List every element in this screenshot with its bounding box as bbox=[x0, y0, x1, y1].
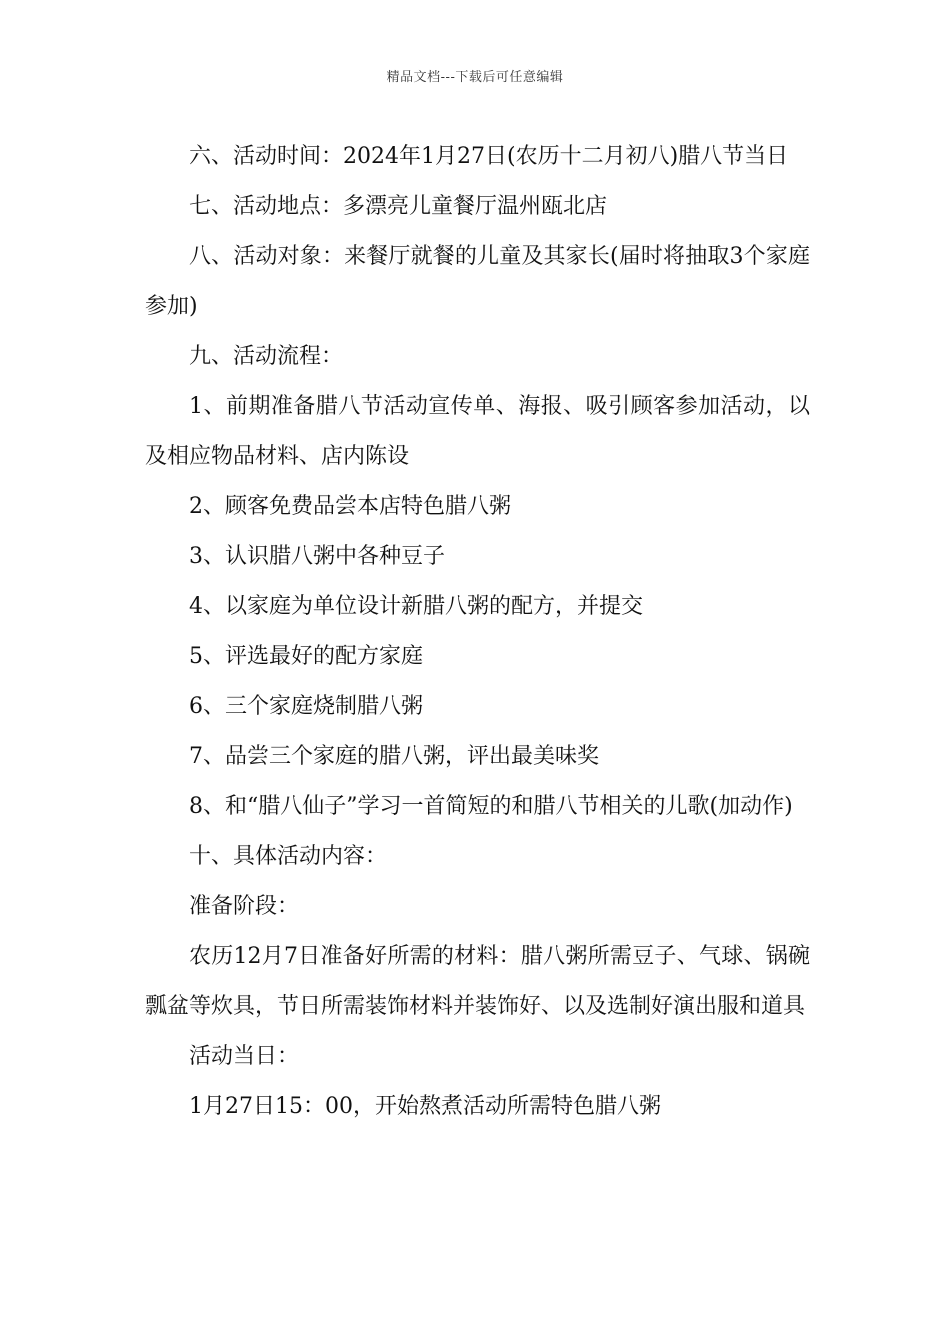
paragraph-activity-target: 八、活动对象：来餐厅就餐的儿童及其家长(届时将抽取3个家庭参加) bbox=[145, 244, 810, 319]
paragraph-activity-time: 六、活动时间：2024年1月27日(农历十二月初八)腊八节当日 bbox=[189, 144, 789, 169]
paragraph-process-step-6: 6、三个家庭烧制腊八粥 bbox=[189, 694, 423, 719]
paragraph-activity-process-heading: 九、活动流程： bbox=[189, 344, 344, 369]
paragraph-content-heading: 十、具体活动内容： bbox=[189, 844, 388, 869]
paragraph-preparation-details: 农历12月7日准备好所需的材料：腊八粥所需豆子、气球、锅碗瓢盆等炊具，节日所需装饰材料并装饰好、以及选制好演出服和道具 bbox=[145, 944, 810, 1019]
paragraph-process-step-1: 1、前期准备腊八节活动宣传单、海报、吸引顾客参加活动，以及相应物品材料、店内陈设 bbox=[145, 394, 810, 469]
page-header: 精品文档---下载后可任意编辑 bbox=[386, 70, 564, 85]
paragraph-process-step-8: 8、和“腊八仙子”学习一首简短的和腊八节相关的儿歌(加动作) bbox=[189, 794, 793, 819]
document-body bbox=[145, 132, 810, 1132]
paragraph-process-step-4: 4、以家庭为单位设计新腊八粥的配方，并提交 bbox=[189, 594, 643, 619]
paragraph-process-step-3: 3、认识腊八粥中各种豆子 bbox=[189, 544, 445, 569]
paragraph-event-day-start: 1月27日15：00，开始熬煮活动所需特色腊八粥 bbox=[189, 1094, 661, 1119]
paragraph-event-day-heading: 活动当日： bbox=[189, 1044, 300, 1069]
paragraph-process-step-2: 2、顾客免费品尝本店特色腊八粥 bbox=[189, 494, 511, 519]
paragraph-preparation-heading: 准备阶段： bbox=[189, 894, 300, 919]
paragraph-process-step-7: 7、品尝三个家庭的腊八粥，评出最美味奖 bbox=[189, 744, 599, 769]
paragraph-activity-location: 七、活动地点：多漂亮儿童餐厅温州瓯北店 bbox=[189, 194, 608, 219]
paragraph-process-step-5: 5、评选最好的配方家庭 bbox=[189, 644, 423, 669]
